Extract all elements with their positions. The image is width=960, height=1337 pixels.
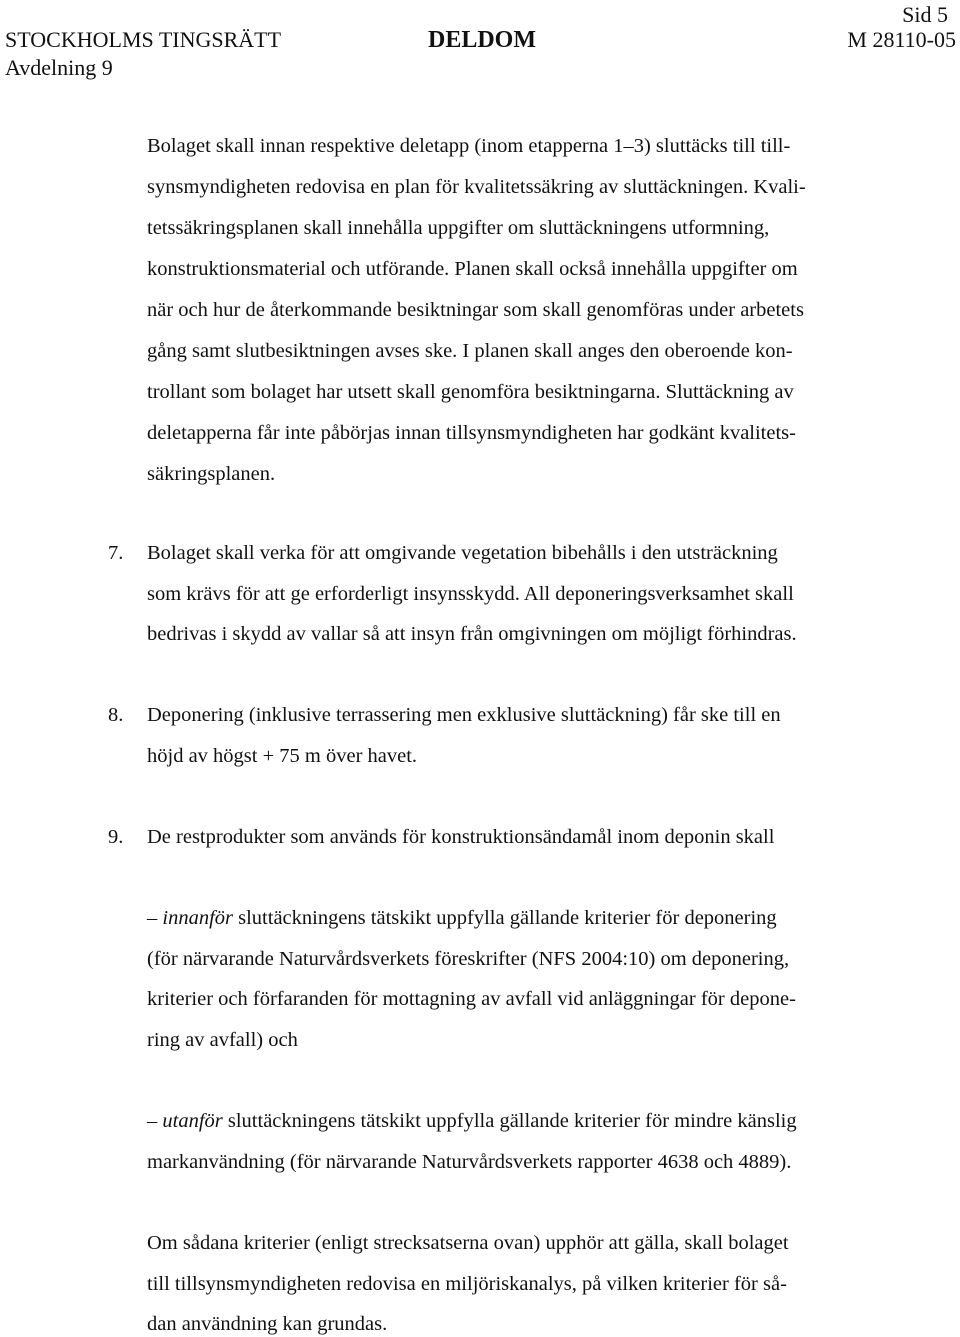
text-line: säkringsplanen. xyxy=(147,463,276,485)
item-number: 8. xyxy=(108,704,124,726)
text-line: Bolaget skall verka för att omgivande vegetation bibehålls i den utsträckning xyxy=(147,542,778,564)
item-number: 9. xyxy=(108,826,124,848)
text-line: konstruktionsmaterial och utförande. Planen skall också innehålla uppgifter om xyxy=(147,258,798,280)
text-line: bedrivas i skydd av vallar så att insyn från omgivningen om möjligt förhindras. xyxy=(147,623,797,645)
case-number: M 28110-05 xyxy=(847,27,956,52)
text-line: Deponering (inklusive terrassering men exklusive sluttäckning) får ske till en xyxy=(147,704,781,726)
court-name: STOCKHOLMS TINGSRÄTT xyxy=(5,27,282,52)
text-line: höjd av högst + 75 m över havet. xyxy=(147,745,418,767)
text-line: deletapperna får inte påbörjas innan tillsynsmyndigheten har godkänt kvalitets- xyxy=(147,422,796,444)
text-line: dan användning kan grundas. xyxy=(147,1313,388,1335)
text-line xyxy=(147,1108,797,1134)
page-number: Sid 5 xyxy=(902,2,948,27)
division: Avdelning 9 xyxy=(5,55,113,80)
text-line: kriterier och förfaranden för mottagning av avfall vid anläggningar för depone- xyxy=(147,988,796,1010)
text-line: Bolaget skall innan respektive deletapp (inom etapperna 1–3) sluttäcks till till- xyxy=(147,135,791,157)
dash-marker: – xyxy=(147,907,158,929)
text-line: till tillsynsmyndigheten redovisa en miljöriskanalys, på vilken kriterier för så- xyxy=(147,1273,787,1295)
text-line: tetssäkringsplanen skall innehålla uppgifter om sluttäckningens utformning, xyxy=(147,217,770,239)
emphasis-term: utanför xyxy=(162,1110,223,1132)
emphasis-term: innanför xyxy=(162,907,233,929)
text-line: ring av avfall) och xyxy=(147,1029,298,1051)
text-line xyxy=(147,905,777,931)
text-line: (för närvarande Naturvårdsverkets föreskrifter (NFS 2004:10) om deponering, xyxy=(147,948,790,970)
dash-marker: – xyxy=(147,1110,158,1132)
text-line: gång samt slutbesiktningen avses ske. I planen skall anges den oberoende kon- xyxy=(147,340,793,362)
text-line: synsmyndigheten redovisa en plan för kvalitetssäkring av sluttäckningen. Kvali- xyxy=(147,176,806,198)
text-fragment: sluttäckningens tätskikt uppfylla gällande kriterier för mindre känslig xyxy=(222,1110,797,1132)
document-type: DELDOM xyxy=(428,27,536,53)
text-line: De restprodukter som används för konstruktionsändamål inom deponin skall xyxy=(147,826,775,848)
item-number: 7. xyxy=(108,542,124,564)
text-line: Om sådana kriterier (enligt strecksatserna ovan) upphör att gälla, skall bolaget xyxy=(147,1232,789,1254)
text-line: när och hur de återkommande besiktningar som skall genomföras under arbetets xyxy=(147,299,804,321)
text-line: trollant som bolaget har utsett skall genomföra besiktningarna. Sluttäckning av xyxy=(147,381,794,403)
text-line: som krävs för att ge erforderligt insynsskydd. All deponeringsverksamhet skall xyxy=(147,583,794,605)
text-fragment: sluttäckningens tätskikt uppfylla gällande kriterier för deponering xyxy=(233,907,777,929)
text-line: markanvändning (för närvarande Naturvårdsverkets rapporter 4638 och 4889). xyxy=(147,1151,792,1173)
